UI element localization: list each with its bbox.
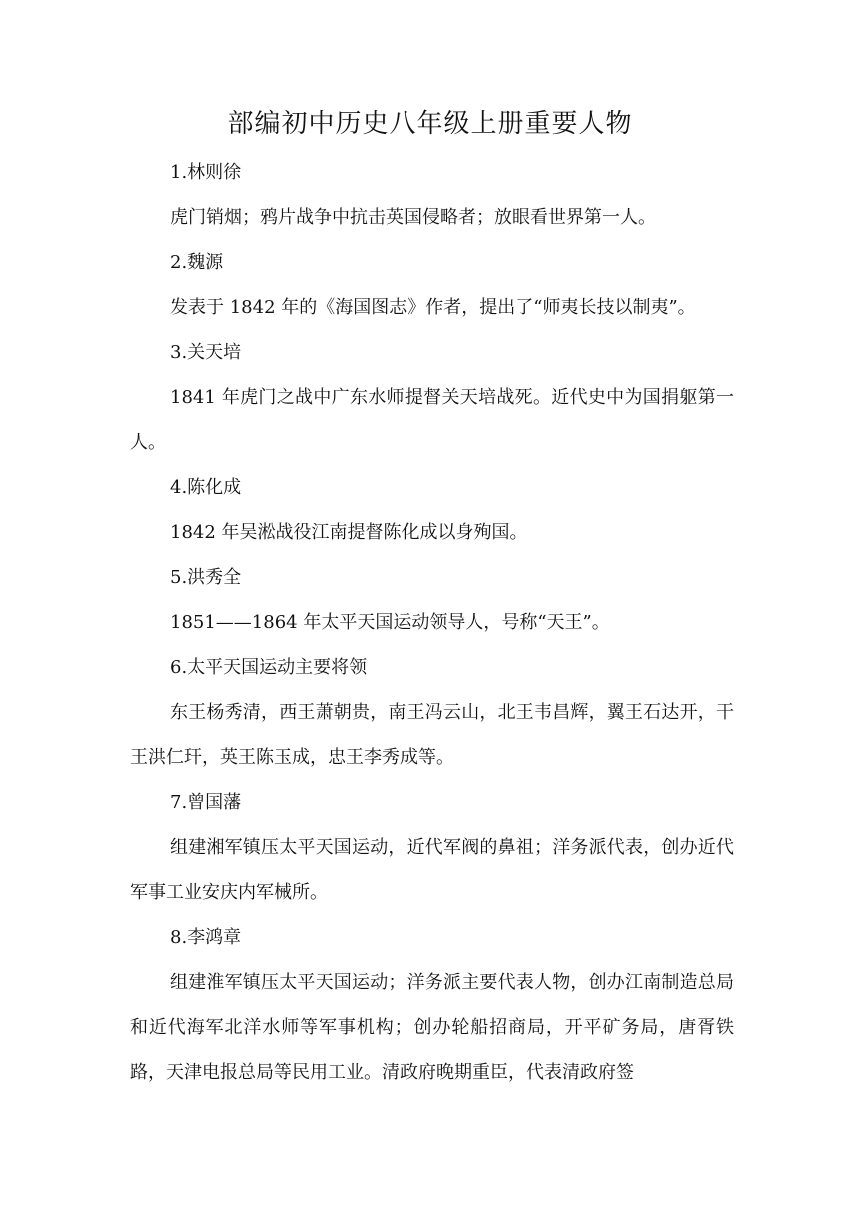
entry-text-2: 发表于 1842 年的《海国图志》作者，提出了“师夷长技以制夷”。 xyxy=(170,297,696,318)
entry-text-4: 1842 年吴淞战役江南提督陈化成以身殉国。 xyxy=(170,522,528,543)
document-title: 部编初中历史八年级上册重要人物 xyxy=(227,109,633,139)
entry-heading-4: 4.陈化成 xyxy=(170,477,242,498)
entry-text-3: 1841 年虎门之战中广东水师提督关天培战死。近代史中为国捐躯第一人。 xyxy=(130,387,734,453)
entry-text-7: 组建湘军镇压太平天国运动，近代军阀的鼻祖；洋务派代表，创办近代军事工业安庆内军械所。 xyxy=(130,837,734,903)
entry-text-5: 1851——1864 年太平天国运动领导人，号称“天王”。 xyxy=(170,612,610,633)
entry-heading-6: 6.太平天国运动主要将领 xyxy=(170,657,368,678)
entry-text-1: 虎门销烟；鸦片战争中抗击英国侵略者；放眼看世界第一人。 xyxy=(170,207,656,228)
entry-heading-8: 8.李鸿章 xyxy=(170,927,242,948)
entry-text-6: 东王杨秀清，西王萧朝贵，南王冯云山，北王韦昌辉，翼王石达开，干王洪仁玕，英王陈玉成，忠王李秀成等。 xyxy=(130,702,734,768)
entry-heading-5: 5.洪秀全 xyxy=(170,567,242,588)
entry-heading-1: 1.林则徐 xyxy=(170,162,242,183)
entry-heading-7: 7.曾国藩 xyxy=(170,792,242,813)
entry-heading-2: 2.魏源 xyxy=(170,252,224,273)
document-body xyxy=(130,150,734,1095)
entry-heading-3: 3.关天培 xyxy=(170,342,242,363)
entry-text-8: 组建淮军镇压太平天国运动；洋务派主要代表人物，创办江南制造总局和近代海军北洋水师等军事机构；创办轮船招商局，开平矿务局，唐胥铁路，天津电报总局等民用工业。清政府晚期重臣，代表清政府签 xyxy=(130,972,734,1083)
